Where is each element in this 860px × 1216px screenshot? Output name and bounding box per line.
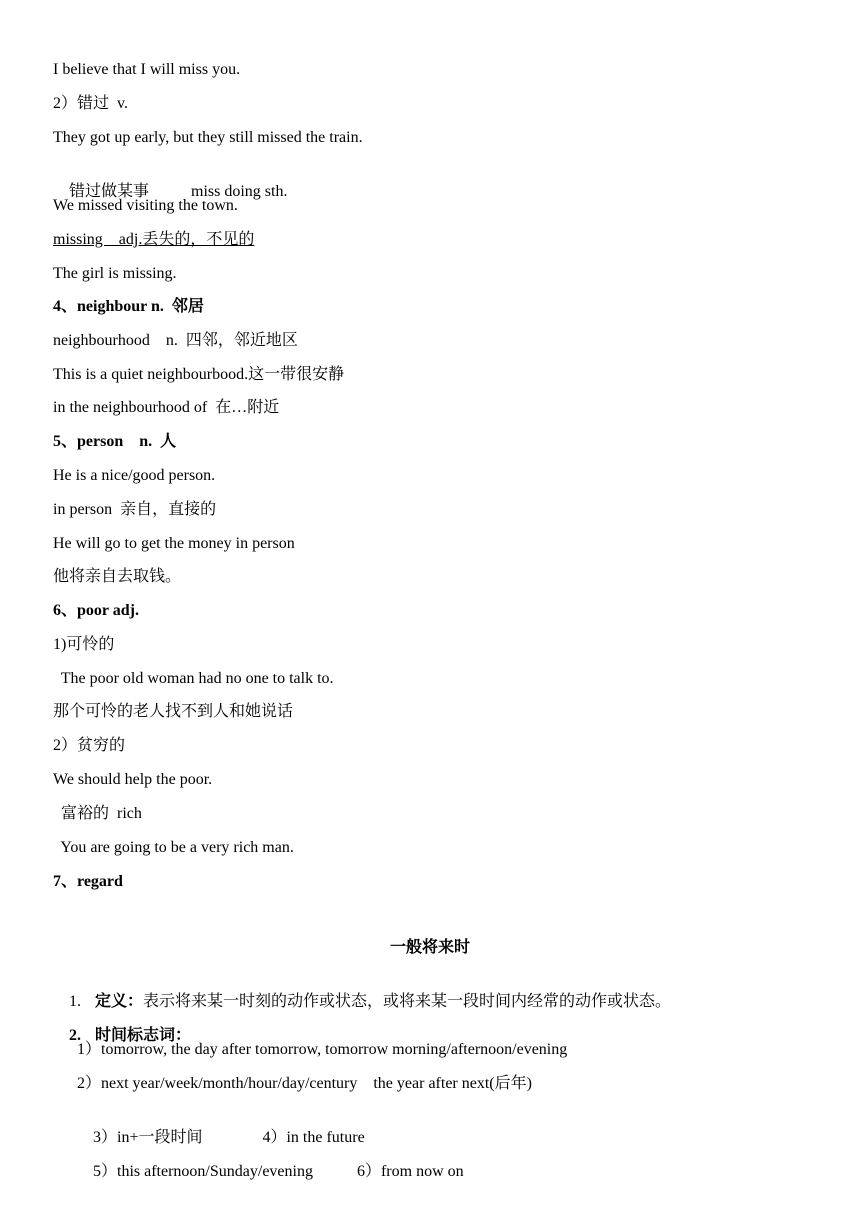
text-line: We should help the poor.: [53, 771, 213, 788]
text-line: missing adj.丢失的，不见的: [53, 231, 255, 248]
text-line: I believe that I will miss you.: [53, 61, 241, 78]
entry-heading: 6、poor adj.: [53, 602, 139, 619]
sub-item-part: 5）this afternoon/Sunday/evening: [93, 1163, 313, 1180]
entry-heading: 5、person n. 人: [53, 433, 177, 450]
text-phrase: 错过做某事: [69, 183, 150, 200]
sub-item-part: 6）from now on: [356, 1163, 464, 1180]
text-line: in the neighbourhood of 在…附近: [53, 399, 280, 416]
entry-heading: 7、regard: [53, 873, 123, 890]
text-line: 1)可怜的: [53, 636, 115, 653]
text-line: He is a nice/good person.: [53, 467, 216, 484]
text-line: He will go to get the money in person: [53, 535, 295, 552]
text-line: They got up early, but they still missed the train.: [53, 129, 363, 146]
text-line: You are going to be a very rich man.: [53, 839, 294, 856]
text-line: 那个可怜的老人找不到人和她说话: [53, 703, 294, 720]
text-phrase: miss doing sth.: [191, 183, 288, 200]
sub-item: [77, 1142, 464, 1202]
text-line: This is a quiet neighbourbood.这一带很安静: [53, 366, 345, 383]
text-line: neighbourhood n. 四邻，邻近地区: [53, 332, 298, 349]
text-line: 他将亲自去取钱。: [53, 568, 182, 585]
text-line: The girl is missing.: [53, 265, 177, 282]
text-line: We missed visiting the town.: [53, 197, 238, 214]
sub-item: 1）tomorrow, the day after tomorrow, tomorrow morning/afternoon/evening: [77, 1041, 568, 1058]
item-label: 时间标志词：: [95, 1027, 192, 1044]
item-number: 2.: [69, 1027, 81, 1044]
entry-heading: 4、neighbour n. 邻居: [53, 298, 204, 315]
item-label: 定义：: [95, 993, 144, 1010]
text-line: 2）贫穷的: [53, 737, 126, 754]
text-line: 富裕的 rich: [53, 805, 142, 822]
text-line: 2）错过 v.: [53, 95, 128, 112]
text-line: in person 亲自，直接的: [53, 501, 217, 518]
sub-item: 2）next year/week/month/hour/day/century the year after next(后年): [77, 1075, 532, 1092]
text-line: The poor old woman had no one to talk to.: [53, 670, 334, 687]
sub-item-part: 3）in+一段时间: [93, 1129, 203, 1146]
item-number: 1.: [69, 993, 81, 1010]
section-title: 一般将来时: [389, 939, 470, 956]
sub-item-part: 4）in the future: [262, 1129, 365, 1146]
item-text: 表示将来某一时刻的动作或状态，或将来某一段时间内经常的动作或状态。: [143, 993, 672, 1010]
